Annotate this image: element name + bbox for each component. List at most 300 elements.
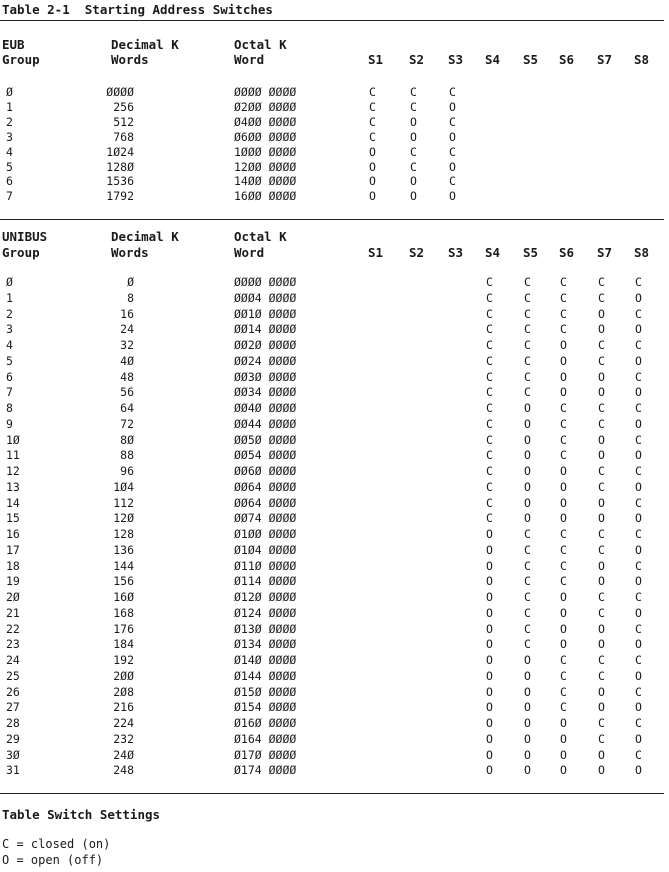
- switch-cell-s2: C: [410, 159, 417, 174]
- switch-cell-s7: C: [598, 416, 605, 431]
- octal-cell: ØØ74 ØØØØ: [234, 511, 297, 526]
- group-cell: 7: [6, 189, 13, 204]
- switch-cell-s8: C: [635, 275, 642, 289]
- group-cell: 3: [6, 322, 13, 337]
- octal-cell: ØØ64 ØØØØ: [234, 479, 297, 494]
- switch-cell-s3: O: [449, 99, 456, 114]
- decimal-cell: 48: [120, 369, 134, 384]
- switch-cell-s5: O: [524, 684, 531, 699]
- switch-cell-s5: O: [524, 416, 531, 431]
- switch-cell-s5: O: [524, 653, 531, 667]
- decimal-cell: 8Ø: [120, 432, 134, 447]
- decimal-cell: 72: [120, 416, 134, 431]
- group-cell: 14: [6, 495, 20, 510]
- group-cell: 27: [6, 700, 20, 715]
- switch-cell-s4: C: [486, 479, 493, 494]
- switch-cell-s5: C: [524, 290, 531, 305]
- octal-cell: ØØ3Ø ØØØØ: [234, 369, 297, 384]
- decimal-cell: 232: [113, 731, 134, 746]
- switch-cell-s4: C: [486, 275, 493, 289]
- decimal-cell: 56: [120, 385, 134, 400]
- switch-cell-s7: C: [598, 668, 605, 683]
- switch-cell-s1: O: [369, 159, 376, 174]
- decimal-cell: 176: [113, 621, 134, 636]
- top-rule: [0, 20, 664, 21]
- group-cell: 1: [6, 99, 13, 114]
- switch-cell-s5: C: [524, 322, 531, 337]
- group-cell: 1Ø: [6, 432, 20, 447]
- switch-cell-s7: O: [598, 322, 605, 337]
- group-cell: 4: [6, 338, 13, 352]
- switch-cell-s5: C: [524, 369, 531, 384]
- switch-cell-s7: C: [598, 401, 605, 415]
- octal-cell: ØØ24 ØØØØ: [234, 353, 297, 368]
- switch-cell-s6: C: [560, 448, 567, 463]
- decimal-cell: 512: [113, 114, 134, 129]
- octal-cell: Ø14Ø ØØØØ: [234, 653, 297, 667]
- octal-cell: 1ØØØ ØØØØ: [234, 144, 297, 159]
- group-cell: 25: [6, 668, 20, 683]
- switch-cell-s6: O: [560, 464, 567, 478]
- switch-cell-s2: O: [410, 114, 417, 129]
- switch-cell-s8: O: [635, 731, 642, 746]
- octal-cell: 16ØØ ØØØØ: [234, 189, 297, 204]
- switch-cell-s7: O: [598, 763, 605, 778]
- octal-cell: 14ØØ ØØØØ: [234, 174, 297, 189]
- octal-cell: Ø164 ØØØØ: [234, 731, 297, 746]
- unibus-switch-header-s7: S7: [597, 245, 613, 260]
- switch-cell-s6: C: [560, 322, 567, 337]
- switch-cell-s6: O: [560, 621, 567, 636]
- eub-switch-header-s4: S4: [485, 52, 501, 67]
- octal-cell: Ø12Ø ØØØØ: [234, 590, 297, 604]
- group-cell: 8: [6, 401, 13, 415]
- legend-open: O = open (off): [2, 853, 104, 867]
- switch-cell-s6: C: [560, 653, 567, 667]
- group-cell: 19: [6, 574, 20, 589]
- decimal-cell: 144: [113, 558, 134, 573]
- switch-cell-s6: C: [560, 558, 567, 573]
- decimal-cell: 136: [113, 542, 134, 557]
- switch-cell-s4: C: [486, 448, 493, 463]
- octal-cell: Ø1ØØ ØØØØ: [234, 527, 297, 541]
- decimal-cell: 12Ø: [113, 511, 134, 526]
- decimal-cell: Ø: [127, 275, 134, 289]
- unibus-group-header-line2: Group: [2, 245, 40, 260]
- switch-cell-s8: C: [635, 432, 642, 447]
- switch-cell-s6: C: [560, 574, 567, 589]
- switch-cell-s5: O: [524, 763, 531, 778]
- switch-cell-s8: O: [635, 605, 642, 620]
- switch-cell-s5: C: [524, 621, 531, 636]
- switch-cell-s8: O: [635, 353, 642, 368]
- group-cell: Ø: [6, 85, 13, 99]
- switch-cell-s7: C: [598, 479, 605, 494]
- switch-cell-s8: C: [635, 527, 642, 541]
- octal-cell: ØØ5Ø ØØØØ: [234, 432, 297, 447]
- group-cell: 11: [6, 448, 20, 463]
- decimal-cell: 96: [120, 464, 134, 478]
- switch-cell-s7: O: [598, 511, 605, 526]
- switch-cell-s7: C: [598, 605, 605, 620]
- decimal-cell: 1536: [106, 174, 134, 189]
- switch-cell-s8: C: [635, 747, 642, 762]
- switch-cell-s6: O: [560, 495, 567, 510]
- switch-cell-s6: O: [560, 511, 567, 526]
- eub-octal-header-line1: Octal K: [234, 37, 287, 52]
- switch-cell-s4: C: [486, 511, 493, 526]
- eub-switch-header-s1: S1: [368, 52, 384, 67]
- decimal-cell: 16Ø: [113, 590, 134, 604]
- group-cell: 9: [6, 416, 13, 431]
- switch-cell-s8: O: [635, 511, 642, 526]
- eub-switch-header-s3: S3: [448, 52, 464, 67]
- switch-cell-s4: O: [486, 558, 493, 573]
- octal-cell: ØØ14 ØØØØ: [234, 322, 297, 337]
- switch-cell-s7: O: [598, 700, 605, 715]
- switch-cell-s6: O: [560, 763, 567, 778]
- switch-cell-s5: C: [524, 605, 531, 620]
- switch-cell-s6: C: [560, 542, 567, 557]
- switch-cell-s5: O: [524, 700, 531, 715]
- switch-cell-s7: C: [598, 527, 605, 541]
- switch-cell-s4: O: [486, 747, 493, 762]
- octal-cell: Ø16Ø ØØØØ: [234, 716, 297, 730]
- decimal-cell: 248: [113, 763, 134, 778]
- switch-cell-s6: O: [560, 716, 567, 730]
- switch-cell-s6: C: [560, 306, 567, 321]
- decimal-cell: 192: [113, 653, 134, 667]
- switch-cell-s8: O: [635, 668, 642, 683]
- switch-cell-s8: C: [635, 716, 642, 730]
- switch-cell-s4: O: [486, 590, 493, 604]
- switch-cell-s3: O: [449, 159, 456, 174]
- group-cell: 6: [6, 369, 13, 384]
- octal-cell: ØØ4Ø ØØØØ: [234, 401, 297, 415]
- octal-cell: Ø154 ØØØØ: [234, 700, 297, 715]
- switch-cell-s1: O: [369, 174, 376, 189]
- group-cell: 17: [6, 542, 20, 557]
- switch-cell-s6: C: [560, 668, 567, 683]
- group-cell: 26: [6, 684, 20, 699]
- switch-cell-s1: O: [369, 189, 376, 204]
- switch-cell-s7: C: [598, 716, 605, 730]
- octal-cell: Ø144 ØØØØ: [234, 668, 297, 683]
- switch-cell-s7: O: [598, 621, 605, 636]
- octal-cell: ØØØØ ØØØØ: [234, 85, 297, 99]
- switch-cell-s5: O: [524, 432, 531, 447]
- switch-cell-s5: C: [524, 338, 531, 352]
- eub-group-header-line2: Group: [2, 52, 40, 67]
- switch-cell-s4: O: [486, 542, 493, 557]
- switch-cell-s6: O: [560, 385, 567, 400]
- switch-cell-s5: O: [524, 495, 531, 510]
- switch-cell-s5: C: [524, 385, 531, 400]
- switch-cell-s5: O: [524, 511, 531, 526]
- decimal-cell: 216: [113, 700, 134, 715]
- decimal-cell: 16: [120, 306, 134, 321]
- switch-cell-s6: C: [560, 700, 567, 715]
- switch-cell-s4: O: [486, 621, 493, 636]
- switch-cell-s8: C: [635, 558, 642, 573]
- bottom-rule: [0, 793, 664, 794]
- switch-cell-s7: C: [598, 290, 605, 305]
- switch-cell-s5: C: [524, 637, 531, 652]
- switch-cell-s5: C: [524, 306, 531, 321]
- switch-cell-s4: O: [486, 653, 493, 667]
- unibus-switch-header-s8: S8: [634, 245, 650, 260]
- switch-cell-s8: C: [635, 495, 642, 510]
- octal-cell: 12ØØ ØØØØ: [234, 159, 297, 174]
- switch-cell-s7: O: [598, 448, 605, 463]
- switch-cell-s5: C: [524, 275, 531, 289]
- octal-cell: Ø1Ø4 ØØØØ: [234, 542, 297, 557]
- group-cell: 3Ø: [6, 747, 20, 762]
- decimal-cell: 224: [113, 716, 134, 730]
- decimal-cell: 156: [113, 574, 134, 589]
- octal-cell: ØØ54 ØØØØ: [234, 448, 297, 463]
- octal-cell: Ø15Ø ØØØØ: [234, 684, 297, 699]
- group-cell: 12: [6, 464, 20, 478]
- group-cell: 23: [6, 637, 20, 652]
- switch-cell-s8: C: [635, 653, 642, 667]
- switch-cell-s4: C: [486, 464, 493, 478]
- octal-cell: Ø114 ØØØØ: [234, 574, 297, 589]
- group-cell: 15: [6, 511, 20, 526]
- unibus-group-header-line1: UNIBUS: [2, 229, 48, 244]
- decimal-cell: 184: [113, 637, 134, 652]
- switch-cell-s8: C: [635, 590, 642, 604]
- group-cell: 5: [6, 353, 13, 368]
- group-cell: 2Ø: [6, 590, 20, 604]
- switch-cell-s5: C: [524, 542, 531, 557]
- switch-cell-s8: O: [635, 290, 642, 305]
- switch-cell-s8: O: [635, 322, 642, 337]
- switch-cell-s1: C: [369, 129, 376, 144]
- octal-cell: ØØØØ ØØØØ: [234, 275, 297, 289]
- section-rule: [0, 219, 664, 220]
- decimal-cell: 88: [120, 448, 134, 463]
- switch-cell-s7: C: [598, 653, 605, 667]
- switch-cell-s4: C: [486, 432, 493, 447]
- switch-cell-s4: C: [486, 495, 493, 510]
- switch-cell-s6: O: [560, 637, 567, 652]
- unibus-switch-header-s1: S1: [368, 245, 384, 260]
- switch-cell-s4: C: [486, 416, 493, 431]
- switch-cell-s6: C: [560, 401, 567, 415]
- unibus-octal-header-line2: Word: [234, 245, 265, 260]
- switch-cell-s8: C: [635, 306, 642, 321]
- switch-cell-s4: O: [486, 668, 493, 683]
- decimal-cell: 24Ø: [113, 747, 134, 762]
- switch-cell-s8: O: [635, 542, 642, 557]
- unibus-octal-header-line1: Octal K: [234, 229, 287, 244]
- switch-cell-s5: O: [524, 479, 531, 494]
- switch-cell-s6: O: [560, 590, 567, 604]
- unibus-switch-header-s3: S3: [448, 245, 464, 260]
- switch-cell-s5: C: [524, 558, 531, 573]
- switch-cell-s7: O: [598, 369, 605, 384]
- switch-cell-s6: O: [560, 338, 567, 352]
- switch-cell-s5: O: [524, 747, 531, 762]
- switch-cell-s5: C: [524, 574, 531, 589]
- switch-cell-s7: O: [598, 747, 605, 762]
- octal-cell: ØØ2Ø ØØØØ: [234, 338, 297, 352]
- switch-cell-s7: O: [598, 495, 605, 510]
- footer-title: Table Switch Settings: [2, 807, 161, 822]
- decimal-cell: 128Ø: [106, 159, 134, 174]
- switch-cell-s4: C: [486, 353, 493, 368]
- group-cell: 5: [6, 159, 13, 174]
- switch-cell-s2: O: [410, 174, 417, 189]
- octal-cell: Ø17Ø ØØØØ: [234, 747, 297, 762]
- octal-cell: Ø124 ØØØØ: [234, 605, 297, 620]
- switch-cell-s4: O: [486, 574, 493, 589]
- switch-cell-s4: O: [486, 684, 493, 699]
- decimal-cell: 128: [113, 527, 134, 541]
- switch-cell-s3: O: [449, 129, 456, 144]
- switch-cell-s3: O: [449, 189, 456, 204]
- switch-cell-s5: C: [524, 590, 531, 604]
- switch-cell-s7: O: [598, 432, 605, 447]
- switch-cell-s1: O: [369, 144, 376, 159]
- switch-cell-s6: C: [560, 527, 567, 541]
- octal-cell: ØØ64 ØØØØ: [234, 495, 297, 510]
- eub-switch-header-s6: S6: [559, 52, 575, 67]
- octal-cell: Ø134 ØØØØ: [234, 637, 297, 652]
- unibus-switch-header-s4: S4: [485, 245, 501, 260]
- eub-switch-header-s7: S7: [597, 52, 613, 67]
- group-cell: 28: [6, 716, 20, 730]
- decimal-cell: 1Ø4: [113, 479, 134, 494]
- eub-switch-header-s2: S2: [409, 52, 425, 67]
- octal-cell: Ø6ØØ ØØØØ: [234, 129, 297, 144]
- octal-cell: Ø2ØØ ØØØØ: [234, 99, 297, 114]
- switch-cell-s7: O: [598, 684, 605, 699]
- switch-cell-s8: C: [635, 464, 642, 478]
- unibus-switch-header-s2: S2: [409, 245, 425, 260]
- switch-cell-s6: O: [560, 369, 567, 384]
- switch-cell-s5: O: [524, 716, 531, 730]
- decimal-cell: 32: [120, 338, 134, 352]
- eub-switch-header-s5: S5: [523, 52, 539, 67]
- unibus-decimal-header-line1: Decimal K: [111, 229, 179, 244]
- unibus-decimal-header-line2: Words: [111, 245, 149, 260]
- group-cell: 7: [6, 385, 13, 400]
- switch-cell-s5: O: [524, 668, 531, 683]
- switch-cell-s2: O: [410, 189, 417, 204]
- switch-cell-s4: C: [486, 290, 493, 305]
- group-cell: 22: [6, 621, 20, 636]
- switch-cell-s3: C: [449, 144, 456, 159]
- switch-cell-s6: O: [560, 605, 567, 620]
- switch-cell-s3: C: [449, 85, 456, 99]
- switch-cell-s2: O: [410, 129, 417, 144]
- octal-cell: Ø174 ØØØØ: [234, 763, 297, 778]
- octal-cell: ØØ34 ØØØØ: [234, 385, 297, 400]
- decimal-cell: 1792: [106, 189, 134, 204]
- switch-cell-s5: O: [524, 731, 531, 746]
- switch-cell-s4: O: [486, 763, 493, 778]
- decimal-cell: 64: [120, 401, 134, 415]
- switch-cell-s6: O: [560, 353, 567, 368]
- switch-cell-s4: C: [486, 306, 493, 321]
- octal-cell: ØØØ4 ØØØØ: [234, 290, 297, 305]
- switch-cell-s6: C: [560, 416, 567, 431]
- group-cell: 3: [6, 129, 13, 144]
- switch-cell-s4: C: [486, 338, 493, 352]
- group-cell: 1: [6, 290, 13, 305]
- switch-cell-s1: C: [369, 99, 376, 114]
- switch-cell-s2: C: [410, 144, 417, 159]
- switch-cell-s4: O: [486, 527, 493, 541]
- switch-cell-s7: C: [598, 464, 605, 478]
- switch-cell-s8: O: [635, 574, 642, 589]
- switch-cell-s4: C: [486, 322, 493, 337]
- decimal-cell: 168: [113, 605, 134, 620]
- switch-cell-s4: C: [486, 369, 493, 384]
- switch-cell-s2: C: [410, 99, 417, 114]
- table-title: Table 2-1 Starting Address Switches: [2, 2, 273, 17]
- eub-switch-header-s8: S8: [634, 52, 650, 67]
- decimal-cell: 112: [113, 495, 134, 510]
- switch-cell-s3: C: [449, 174, 456, 189]
- group-cell: Ø: [6, 275, 13, 289]
- switch-cell-s8: C: [635, 401, 642, 415]
- switch-cell-s8: C: [635, 369, 642, 384]
- switch-cell-s7: C: [598, 731, 605, 746]
- switch-cell-s6: C: [560, 290, 567, 305]
- switch-cell-s4: O: [486, 637, 493, 652]
- eub-octal-header-line2: Word: [234, 52, 265, 67]
- decimal-cell: 768: [113, 129, 134, 144]
- switch-cell-s4: C: [486, 385, 493, 400]
- decimal-cell: ØØØØ: [106, 85, 134, 99]
- decimal-cell: 1Ø24: [106, 144, 134, 159]
- switch-cell-s7: C: [598, 338, 605, 352]
- eub-decimal-header-line2: Words: [111, 52, 149, 67]
- switch-cell-s4: O: [486, 731, 493, 746]
- group-cell: 21: [6, 605, 20, 620]
- switch-cell-s3: C: [449, 114, 456, 129]
- switch-cell-s8: O: [635, 700, 642, 715]
- switch-cell-s8: O: [635, 416, 642, 431]
- switch-cell-s4: O: [486, 716, 493, 730]
- switch-cell-s7: C: [598, 542, 605, 557]
- switch-cell-s8: C: [635, 684, 642, 699]
- group-cell: 16: [6, 527, 20, 541]
- octal-cell: Ø11Ø ØØØØ: [234, 558, 297, 573]
- switch-cell-s1: C: [369, 85, 376, 99]
- switch-cell-s5: C: [524, 527, 531, 541]
- octal-cell: Ø13Ø ØØØØ: [234, 621, 297, 636]
- eub-group-header-line1: EUB: [2, 37, 25, 52]
- group-cell: 2: [6, 114, 13, 129]
- switch-cell-s6: O: [560, 747, 567, 762]
- switch-cell-s6: C: [560, 432, 567, 447]
- switch-cell-s7: C: [598, 275, 605, 289]
- octal-cell: Ø4ØØ ØØØØ: [234, 114, 297, 129]
- group-cell: 18: [6, 558, 20, 573]
- switch-cell-s4: O: [486, 700, 493, 715]
- switch-cell-s6: O: [560, 731, 567, 746]
- switch-cell-s6: O: [560, 479, 567, 494]
- switch-cell-s5: C: [524, 353, 531, 368]
- switch-cell-s8: C: [635, 338, 642, 352]
- switch-cell-s8: O: [635, 479, 642, 494]
- group-cell: 4: [6, 144, 13, 159]
- switch-cell-s8: C: [635, 621, 642, 636]
